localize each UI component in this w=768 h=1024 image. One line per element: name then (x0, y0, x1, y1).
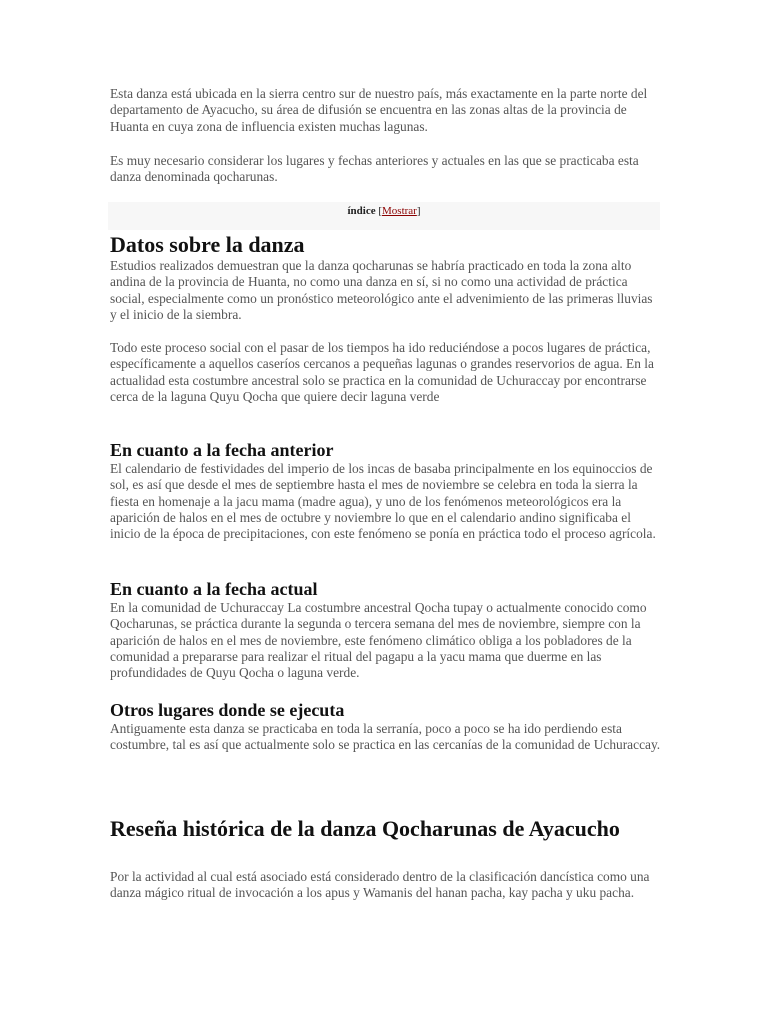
section-heading-fecha-actual: En cuanto a la fecha actual (110, 579, 318, 599)
section-paragraph: Todo este proceso social con el pasar de los tiempos ha ido reduciéndose a pocos lugares de práctica, específicamente a aquellos caseríos cercanos a pequeñas lagunas o grandes reservorios de agua. En la actualidad esta costumbre ancestral solo se practica en la comunidad de Uchuraccay por encontrarse cerca de la laguna Quyu Qocha que quiere decir laguna verde (110, 340, 654, 404)
toc-bracket-open: [ (378, 205, 383, 217)
section-heading-fecha-anterior: En cuanto a la fecha anterior (110, 440, 334, 460)
section-paragraph: En la comunidad de Uchuraccay La costumbre ancestral Qocha tupay o actualmente conocido como Qocharunas, se práctica durante la segunda o tercera semana del mes de noviembre, siempre con la aparición de halos en el mes de noviembre, este fenómeno climático obliga a los pobladores de la comunidad a prepararse para realizar el ritual del pagapu a la yacu mama que duerme en las profundidades de Quyu Qocha o laguna verde. (110, 600, 647, 681)
section-paragraph: Estudios realizados demuestran que la danza qocharunas se habría practicado en toda la zona alto andina de la provincia de Huanta, no como una danza en sí, si no como una actividad de práctica social, especialmente como un pronóstico meteorológico ante el advenimiento de las primeras lluvias y el inicio de la siembra. (110, 258, 653, 322)
section-paragraph: Por la actividad al cual está asociado está considerado dentro de la clasificación dancística como una danza mágico ritual de invocación a los apus y Wamanis del hanan pacha, kay pacha y uku pacha. (110, 869, 650, 901)
toc-bracket-close: ] (416, 205, 421, 217)
intro-paragraph-2: Es muy necesario considerar los lugares y fechas anteriores y actuales en las que se practicaba esta danza denominada qocharunas. (110, 153, 639, 185)
section-paragraph: El calendario de festividades del imperio de los incas de basaba principalmente en los equinoccios de sol, es así que desde el mes de septiembre hasta el mes de noviembre se celebra en toda la sierra la fiesta en homenaje a la jacu mama (madre agua), y uno de los fenómenos meteorológicos era la aparición de halos en el mes de octubre y noviembre lo que en el calendario andino significaba el inicio de la época de precipitaciones, con este fenómeno se ponía en práctica todo el proceso agrícola. (110, 461, 656, 542)
toc-show-link[interactable]: Mostrar (382, 205, 417, 217)
intro-paragraph: Esta danza está ubicada en la sierra centro sur de nuestro país, más exactamente en la parte norte del departamento de Ayacucho, su área de difusión se encuentra en las zonas altas de la provincia de Huanta en cuya zona de influencia existen muchas lagunas. (110, 86, 648, 134)
section-paragraph: Antiguamente esta danza se practicaba en toda la serranía, poco a poco se ha ido perdiendo esta costumbre, tal es así que actualmente solo se practica en las cercanías de la comunidad de Uchuraccay. (110, 721, 661, 753)
toc-title: índice (347, 205, 376, 217)
table-of-contents (108, 202, 660, 230)
section-heading-resena: Reseña histórica de la danza Qocharunas de Ayacucho (110, 816, 620, 841)
section-heading-otros-lugares: Otros lugares donde se ejecuta (110, 700, 345, 720)
section-heading-datos: Datos sobre la danza (110, 232, 305, 257)
